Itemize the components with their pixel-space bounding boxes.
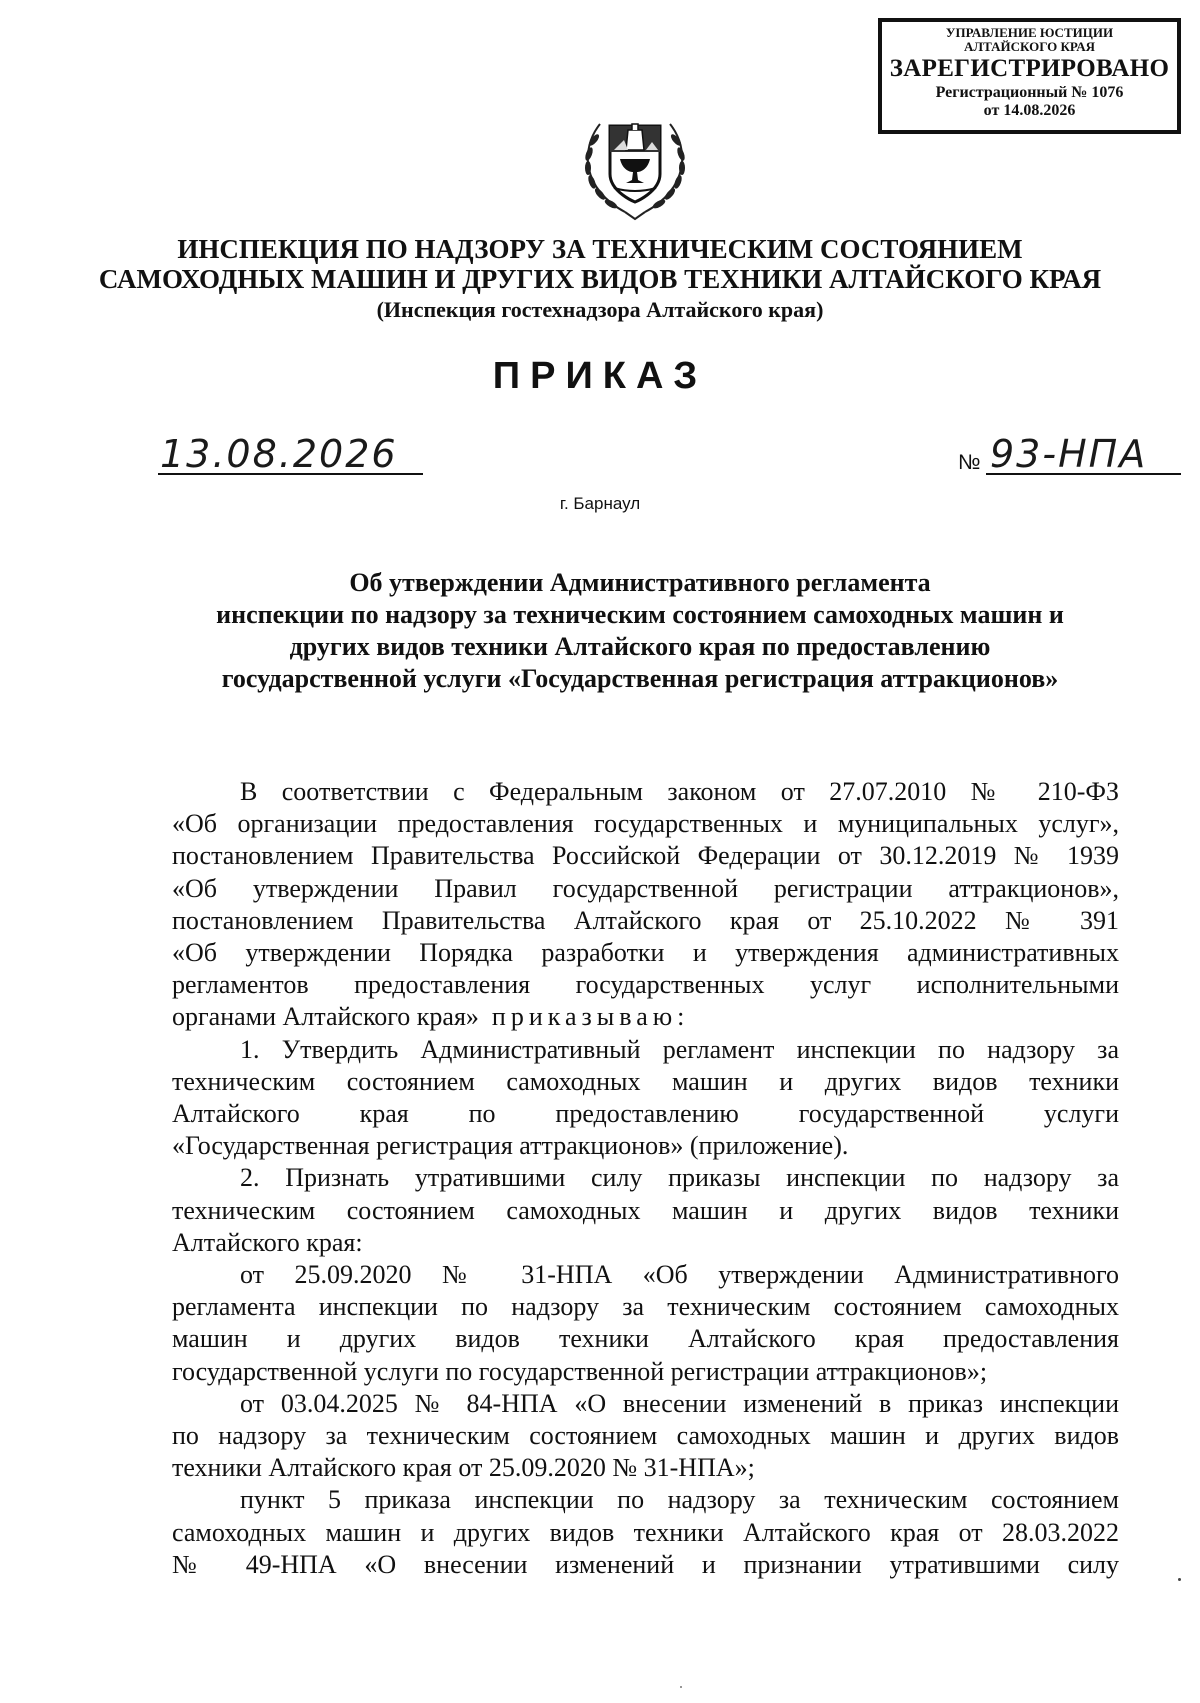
subject-line: государственной услуги «Государственная регистрация аттракционов» bbox=[221, 664, 1059, 693]
document-type-title: ПРИКАЗ bbox=[492, 355, 708, 397]
body-line: «Об организации предоставления государственных и муниципальных услуг», bbox=[172, 809, 1119, 839]
body-line: машин и других видов техники Алтайского края предоставления bbox=[172, 1324, 1119, 1354]
body-line bbox=[172, 1001, 1119, 1033]
body-line: техники Алтайского края от 25.09.2020 № 31-НПА»; bbox=[172, 1453, 755, 1483]
body-line: постановлением Правительства Российской Федерации от 30.12.2019 № 1939 bbox=[172, 841, 1119, 871]
body-line: от 03.04.2025 № 84-НПА «О внесении изменений в приказ инспекции bbox=[240, 1388, 1119, 1418]
body-line: пункт 5 приказа инспекции по надзору за техническим состоянием bbox=[240, 1485, 1119, 1515]
order-body bbox=[172, 776, 1119, 1581]
subject-line: других видов техники Алтайского края по предоставлению bbox=[289, 632, 991, 661]
body-line: «Об утверждении Правил государственной регистрации аттракционов», bbox=[172, 873, 1119, 903]
organization-name-line-1: ИНСПЕКЦИЯ ПО НАДЗОРУ ЗА ТЕХНИЧЕСКИМ СОСТОЯНИЕМ bbox=[177, 234, 1023, 264]
body-line-text: органами Алтайского края» bbox=[172, 1002, 479, 1032]
subject-line: Об утверждении Административного регламента bbox=[349, 568, 931, 597]
body-line: В соответствии с Федеральным законом от 27.07.2010 № 210-ФЗ bbox=[240, 777, 1119, 806]
body-line: регламентов предоставления государственных услуг исполнительными bbox=[172, 970, 1119, 1000]
body-line: государственной услуги по государственной регистрации аттракционов»; bbox=[172, 1356, 988, 1386]
body-line: «Государственная регистрация аттракционов» (приложение). bbox=[172, 1131, 849, 1161]
order-date: 13.08.2026 bbox=[160, 432, 398, 476]
scan-speck bbox=[1178, 1578, 1181, 1581]
body-line: техническим состоянием самоходных машин и других видов техники bbox=[172, 1066, 1119, 1096]
organization-short-name: (Инспекция гостехнадзора Алтайского края) bbox=[376, 297, 824, 322]
order-verb: приказываю: bbox=[491, 1002, 690, 1032]
body-line: Алтайского края: bbox=[172, 1227, 363, 1257]
organization-name-line-2: САМОХОДНЫХ МАШИН И ДРУГИХ ВИДОВ ТЕХНИКИ АЛТАЙСКОГО КРАЯ bbox=[98, 264, 1102, 294]
scan-speck bbox=[680, 1686, 682, 1688]
body-line: «Об утверждении Порядка разработки и утверждения административных bbox=[172, 938, 1119, 968]
number-sign: № bbox=[958, 451, 981, 474]
order-subject bbox=[160, 567, 1120, 695]
body-line: № 49-НПА «О внесении изменений и признании утратившими силу bbox=[172, 1549, 1119, 1579]
stamp-reg-number: Регистрационный № 1076 bbox=[935, 84, 1124, 101]
number-underline bbox=[986, 473, 1181, 475]
order-number: 93-НПА bbox=[990, 432, 1148, 476]
city: г. Барнаул bbox=[559, 494, 641, 513]
body-line: техническим состоянием самоходных машин и других видов техники bbox=[172, 1195, 1119, 1225]
stamp-status: ЗАРЕГИСТРИРОВАНО bbox=[889, 55, 1170, 82]
altai-krai-coat-of-arms-icon bbox=[570, 104, 700, 224]
registration-stamp bbox=[878, 18, 1181, 134]
subject-line: инспекции по надзору за техническим состоянием самоходных машин и bbox=[216, 600, 1064, 629]
stamp-line-1: УПРАВЛЕНИЕ ЮСТИЦИИ bbox=[945, 25, 1114, 40]
body-line: от 25.09.2020 № 31-НПА «Об утверждении Административного bbox=[240, 1260, 1119, 1290]
body-line: 1. Утвердить Административный регламент инспекции по надзору за bbox=[240, 1034, 1119, 1064]
body-line: постановлением Правительства Алтайского края от 25.10.2022 № 391 bbox=[172, 905, 1119, 935]
stamp-reg-date: от 14.08.2026 bbox=[983, 102, 1076, 119]
stamp-line-2: АЛТАЙСКОГО КРАЯ bbox=[964, 39, 1095, 54]
body-line: регламента инспекции по надзору за техническим состоянием самоходных bbox=[172, 1292, 1119, 1322]
body-line: по надзору за техническим состоянием самоходных машин и других видов bbox=[172, 1421, 1119, 1451]
date-underline bbox=[158, 473, 423, 475]
body-line: самоходных машин и других видов техники Алтайского края от 28.03.2022 bbox=[172, 1517, 1119, 1547]
body-line: Алтайского края по предоставлению государственной услуги bbox=[172, 1099, 1119, 1129]
body-line: 2. Признать утратившими силу приказы инспекции по надзору за bbox=[240, 1163, 1119, 1193]
